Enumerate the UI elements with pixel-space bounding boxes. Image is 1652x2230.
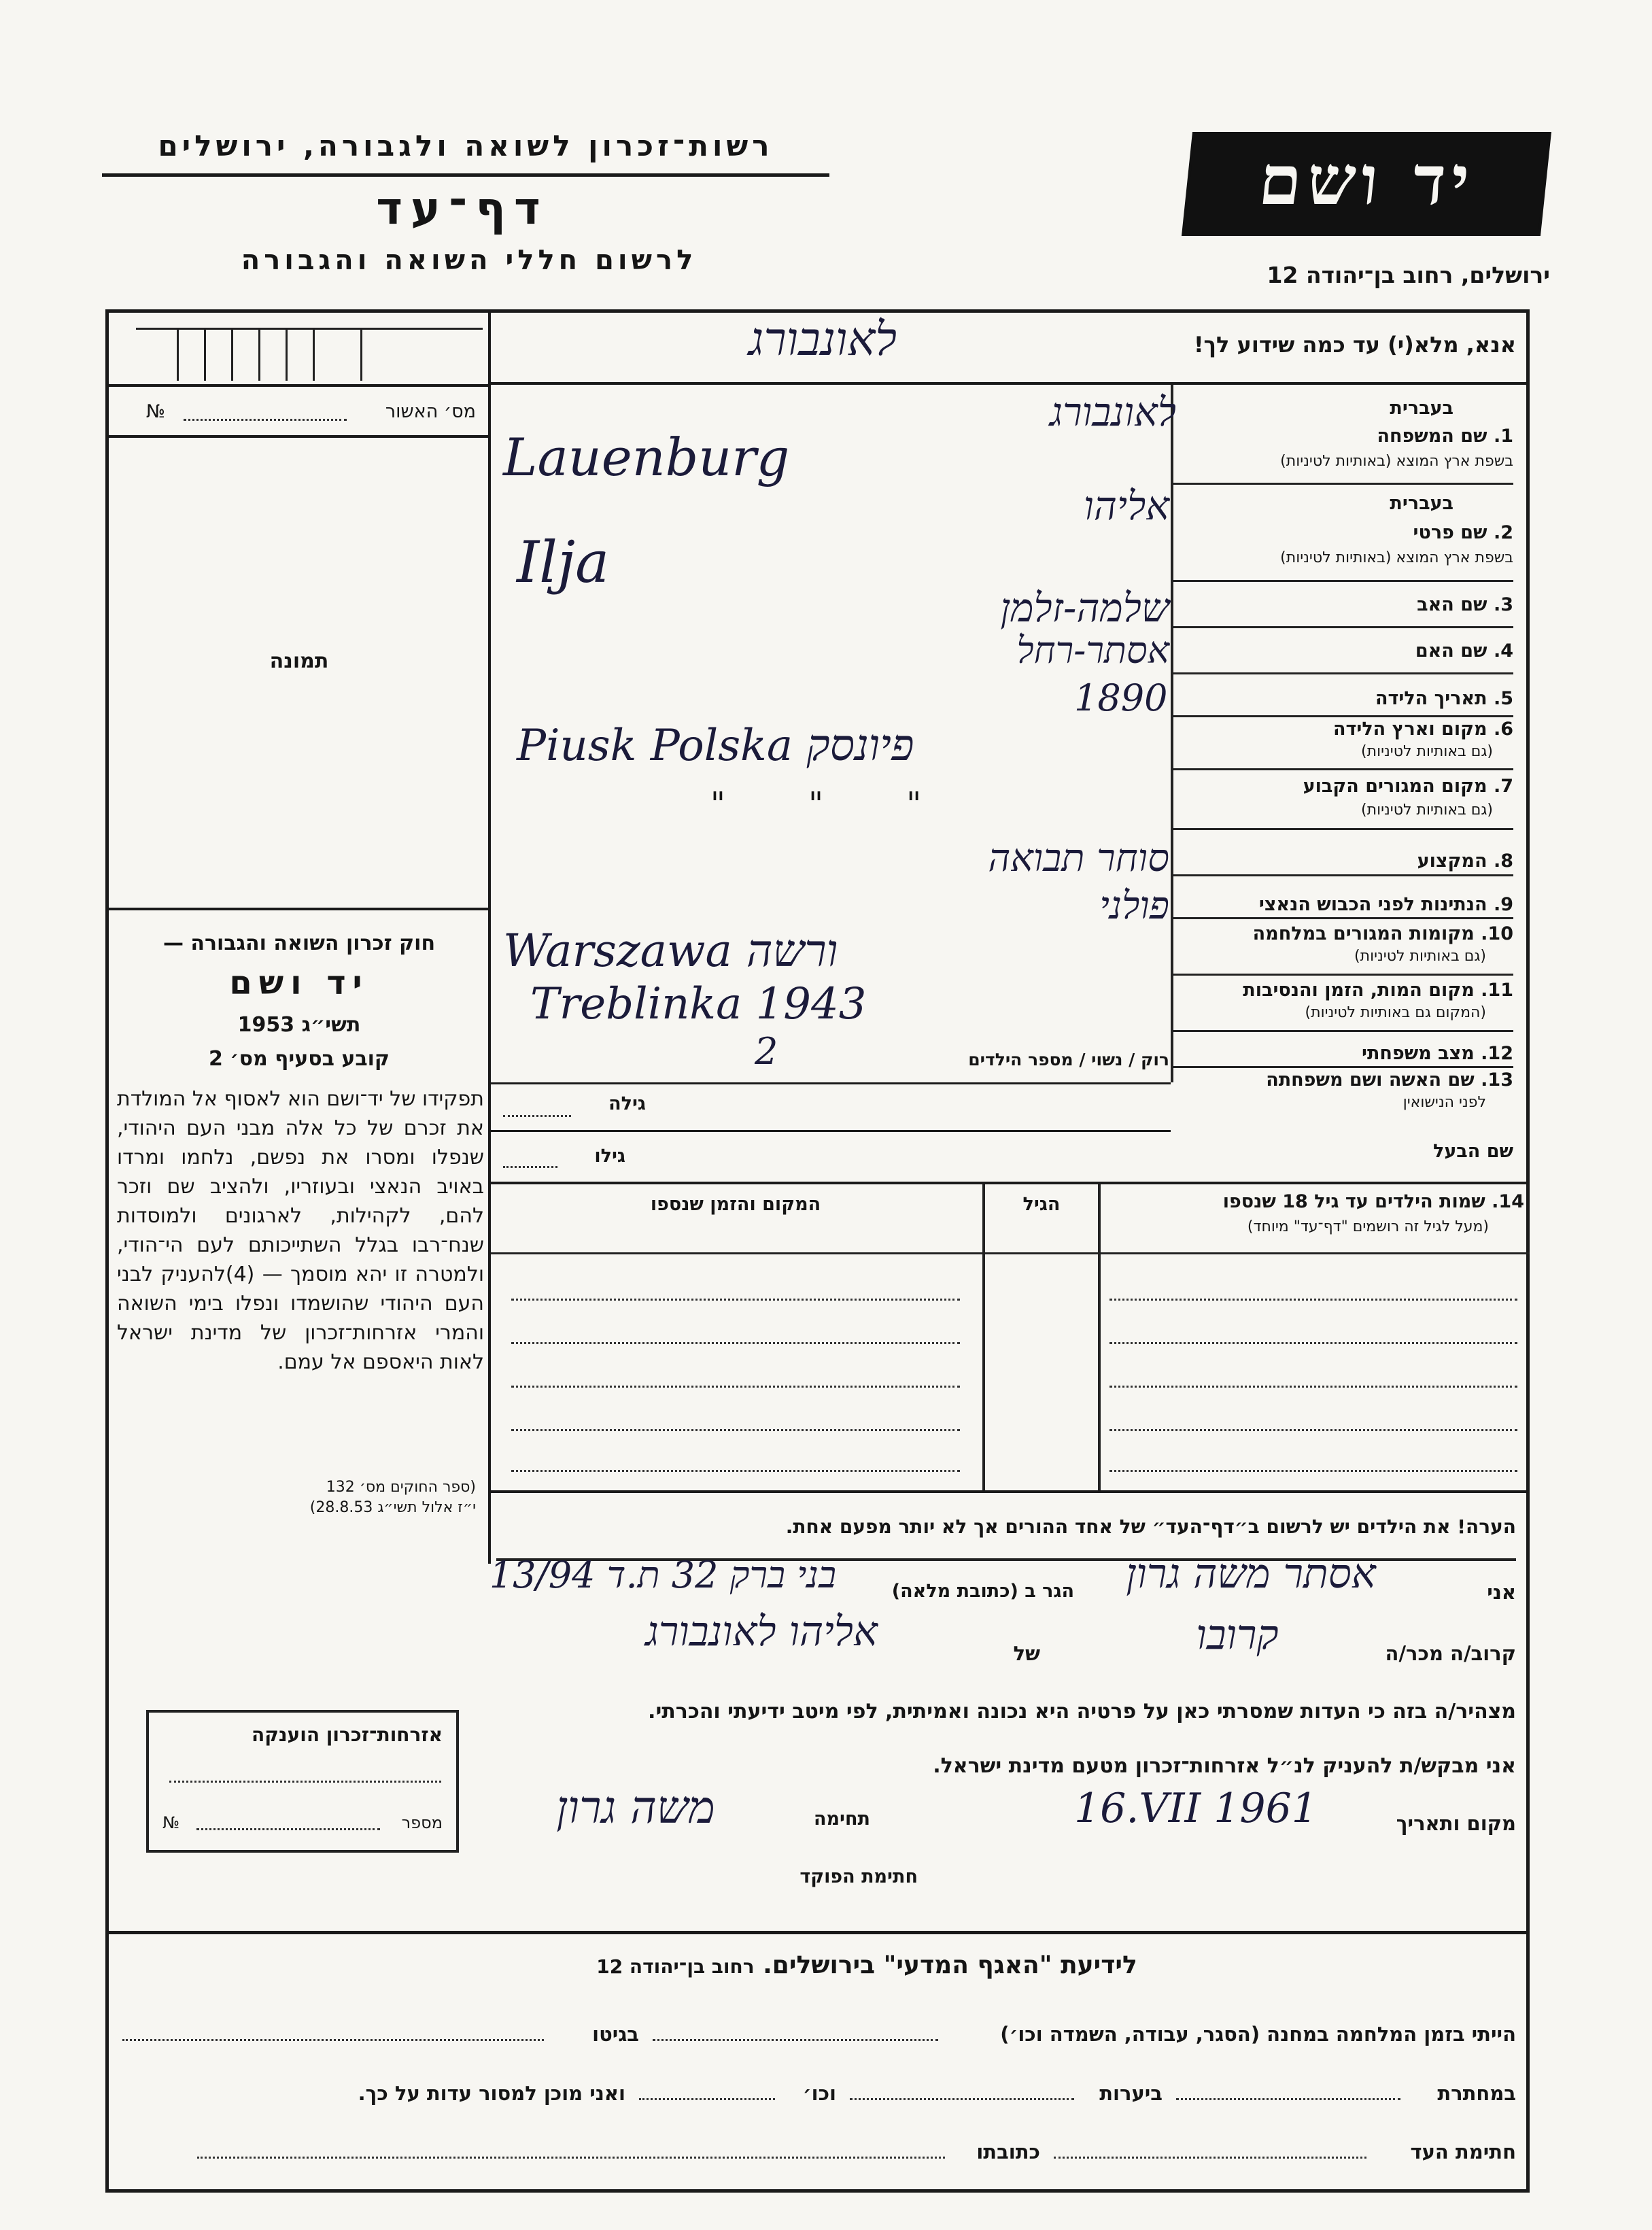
field-6 <box>1173 717 1513 770</box>
birth-place[interactable]: Piusk Polska פיונסק <box>517 721 914 771</box>
firstname-latin[interactable]: Ilja <box>517 529 610 596</box>
relative-label: קרוב/ה מכר/ה <box>1385 1642 1516 1665</box>
footer-camp-field[interactable] <box>653 2039 938 2041</box>
death-place-time[interactable]: Treblinka 1943 <box>530 979 867 1029</box>
field-7 <box>1173 770 1513 830</box>
declarant-resides-label: הגר ב (כתובת מלאה) <box>891 1581 1074 1602</box>
footer-ghetto-label: בגיטו <box>592 2023 639 2046</box>
form-title: דף־עד <box>376 182 549 235</box>
law-body: תפקידו של יד־ושם הוא לאסוף אל המולדת את זכרם של כל אלה מבני העם היהודי, שנפלו ומסרו את נפשם, נלחמו ומרדו באויב הנאצי ובעוזריו, ולהציב שם וזכר להם, לקהילות, לארגונים ולמוסדות שנח־רבו בגלל השתייכותם לעם הי־הודי, ולמטרה זו יהא מוסמך — (4)להעניק לבני העם היהודי שהושמדו ונפלו בימי השואה והמרי אזרחות־זכרון של מדינת ישראל לאות היאספם אל עמם. <box>117 1087 484 1374</box>
footer-line-2 <box>122 2082 1516 2116</box>
children-table <box>491 1184 1530 1490</box>
children-row[interactable] <box>1109 1429 1517 1431</box>
citizenship-granted-box <box>146 1710 459 1853</box>
field-1 <box>1173 388 1513 485</box>
residence-ditto[interactable]: " " " <box>710 785 922 823</box>
children-name-sub: (מעל לגיל זה רושמים "דף־עד" מיוחד) <box>1247 1218 1489 1235</box>
logo-text: יד ושם <box>1255 140 1479 220</box>
field-5 <box>1173 674 1513 717</box>
field-7-sub: (גם באותיות לטיניות) <box>1361 802 1493 819</box>
footer-willing-text: ואני מוכן למסור עדות על כך. <box>358 2082 625 2105</box>
field-10-sub: (גם באותיות לטיניות) <box>1354 948 1486 965</box>
approval-label: מס׳ האשור <box>385 401 476 422</box>
of-label: של <box>1013 1642 1040 1665</box>
children-name-header: 14. שמות הילדים עד גיל 18 שנספו <box>1222 1191 1524 1212</box>
surname-hebrew[interactable]: לאונבורג <box>1049 389 1176 435</box>
footer-rule <box>105 1931 1530 1934</box>
children-count[interactable]: 2 <box>755 1030 778 1073</box>
declarant-name[interactable]: אסתר משה גרון <box>1126 1550 1376 1598</box>
place-date-value[interactable]: 16.VII 1961 <box>1074 1785 1318 1832</box>
form-subtitle: לרשום חללי השואה והגבורה <box>241 245 698 276</box>
field-9-label: 9. הנתינות לפני הכבוש הנאצי <box>1258 894 1513 915</box>
wartime-places[interactable]: Warszawa ורשה <box>503 925 838 977</box>
citizenship[interactable]: פולני <box>1099 884 1169 928</box>
law-year: תשי״ג 1953 <box>237 1013 361 1037</box>
law-ref-1: (ספר החוקים מס׳ 132 <box>326 1479 476 1496</box>
field-1-heb-tag: בעברית <box>1390 398 1453 419</box>
approval-top-rule <box>109 384 489 387</box>
footer-underground-label: במחתרת <box>1437 2082 1516 2105</box>
footer-witness-signature-field[interactable] <box>1054 2157 1366 2159</box>
field-10-label: 10. מקומות המגורים במלחמה <box>1252 923 1513 944</box>
footer-camp-label: הייתי בזמן המלחמה במחנה (הסגר, עבודה, השמדה וכו׳) <box>1000 2023 1516 2046</box>
field-2-sub: בשפת ארץ המוצא (באותיות לטיניות) <box>1280 549 1513 566</box>
husband-label: שם הבעל <box>1432 1141 1513 1162</box>
citizenship-box-title: אזרחות־זכרון הוענקה <box>252 1723 443 1746</box>
field-8-label: 8. המקצוע <box>1417 851 1513 872</box>
field-13-label: 13. שם האשה ושם משפחתה <box>1266 1069 1513 1091</box>
intro-prompt: אנא, מלא(י) עד כמה שידוע לך! <box>1193 332 1516 358</box>
field-1-sub: בשפת ארץ המוצא (באותיות לטיניות) <box>1280 453 1513 470</box>
age-his-field[interactable] <box>503 1166 557 1168</box>
father-name[interactable]: שלמה-זלמן <box>1000 585 1169 631</box>
citizenship-number-label: מספר <box>401 1813 443 1832</box>
address: ירושלים, רחוב בן־יהודה 12 <box>1267 262 1550 288</box>
field-2-heb-tag: בעברית <box>1390 493 1453 514</box>
field-4-label: 4. שם האם <box>1415 640 1513 662</box>
field-13 <box>1173 1068 1513 1121</box>
field-2 <box>1173 485 1513 582</box>
children-row[interactable] <box>1109 1470 1517 1472</box>
approval-number-field[interactable] <box>184 419 347 421</box>
children-age-header: הגיל <box>1022 1194 1061 1215</box>
age-his-label: גילו <box>594 1146 625 1167</box>
age-her-field[interactable] <box>503 1115 571 1117</box>
note-text: הערה! את הילדים יש לרשום ב״דף־העד״ של אחד ההורים אך לא יותר מפעם אחת. <box>496 1493 1516 1561</box>
marital-status-label: רוק / נשוי / מספר הילדים <box>968 1050 1169 1069</box>
field-6-label: 6. מקום וארץ הלידה <box>1332 719 1513 740</box>
registry-boxes <box>136 328 483 384</box>
citizenship-no-sign: № <box>162 1813 179 1832</box>
place-date-label: מקום ותאריך <box>1396 1812 1516 1835</box>
footer-title-text: לידיעת "האגף המדעי" בירושלים. <box>763 1951 1137 1979</box>
law-section: קובע בסעיף מס׳ 2 <box>208 1047 390 1071</box>
request-text: אני מבקש/ת להעניק לנ״ל אזרחות־זכרון מטעם מדינת ישראל. <box>933 1754 1516 1778</box>
field-8 <box>1173 830 1513 876</box>
law-name: יד ושם <box>229 964 369 1002</box>
field-5-label: 5. תאריך הלידה <box>1375 688 1513 709</box>
authority-title: רשות־זכרון לשואה ולגבורה, ירושלים <box>158 129 774 162</box>
top-handwritten-surname: לאונבורג <box>748 313 897 366</box>
field-12-label: 12. מצב משפחתי <box>1362 1043 1513 1064</box>
citizenship-box-line[interactable] <box>169 1781 441 1783</box>
children-row[interactable] <box>1109 1342 1517 1344</box>
of-name[interactable]: אליהו לאונבורג <box>645 1608 878 1656</box>
firstname-hebrew[interactable]: אליהו <box>1084 483 1169 529</box>
relation-value[interactable]: קרובו <box>1196 1611 1279 1659</box>
footer-witness-signature-label: חתימת העד <box>1410 2140 1516 2163</box>
footer-line-3 <box>122 2140 1516 2174</box>
field-11-sub: (המקום גם באותיות לטיניות) <box>1305 1004 1486 1021</box>
field-11 <box>1173 976 1513 1032</box>
field-10 <box>1173 919 1513 976</box>
field-13-sub: לפני הנישואין <box>1403 1094 1486 1111</box>
field-12 <box>1173 1032 1513 1068</box>
field-7-label: 7. מקום המגורים הקבוע <box>1303 776 1513 797</box>
header-rule <box>102 173 829 177</box>
field-husband <box>1173 1135 1513 1169</box>
approval-no-sign: № <box>146 401 166 422</box>
footer-forests-field[interactable] <box>850 2098 1074 2100</box>
law-title: חוק זכרון השואה והגבורה — <box>162 931 436 955</box>
footer-underground-field[interactable] <box>1176 2098 1400 2100</box>
law-ref-2: י״ז אלול תשי״ג 28.8.53) <box>309 1499 476 1516</box>
signature-label: תחימה <box>813 1808 870 1830</box>
field-6-sub: (גם באותיות לטיניות) <box>1361 743 1493 760</box>
footer-line-1 <box>122 2023 1516 2057</box>
mother-name[interactable]: אסתר-רחל <box>1016 629 1169 672</box>
field-11-label: 11. מקום המות, הזמן והנסיבות <box>1243 980 1513 1001</box>
field-4 <box>1173 628 1513 674</box>
field-1-label: 1. שם המשפחה <box>1377 426 1513 447</box>
field-9 <box>1173 876 1513 919</box>
age-his-rule <box>491 1130 1171 1132</box>
children-row[interactable] <box>1109 1299 1517 1301</box>
children-row[interactable] <box>1109 1386 1517 1388</box>
profession[interactable]: סוחר תבואה <box>988 836 1169 880</box>
footer-address: רחוב בן־יהודה 12 <box>596 1955 755 1978</box>
footer-title <box>476 1951 1258 1979</box>
citizenship-number-field[interactable] <box>196 1828 380 1830</box>
footer-address-field[interactable] <box>197 2157 945 2159</box>
footer-forests-label: ביערות <box>1099 2082 1163 2105</box>
signature-value[interactable]: משה גרון <box>556 1781 715 1834</box>
children-place-header: המקום והזמן שנספו <box>650 1194 821 1215</box>
field-3-label: 3. שם האב <box>1417 594 1513 615</box>
footer-etc-field[interactable] <box>639 2098 775 2100</box>
photo-bottom-rule <box>109 908 489 910</box>
approval-bottom-rule <box>109 435 489 438</box>
age-her-rule <box>491 1082 1171 1084</box>
declarant-i-label: אני <box>1487 1581 1516 1604</box>
surname-latin[interactable]: Lauenburg <box>503 427 790 487</box>
field-3 <box>1173 582 1513 628</box>
birth-date[interactable]: 1890 <box>1074 676 1168 719</box>
field-2-label: 2. שם פרטי <box>1413 522 1513 543</box>
declaration-text: מצהיר/ה בזה כי העדות שמסרתי כאן על פרטיה היא נכונה ואמיתית, לפי מיטב ידיעתי והכרתי. <box>648 1700 1516 1723</box>
officer-signature-label: חתימת הפוקד <box>799 1866 918 1887</box>
footer-address-label: כתובתו <box>976 2140 1040 2163</box>
footer-etc-label: וכו׳ <box>802 2082 836 2105</box>
footer-ghetto-field[interactable] <box>122 2039 544 2041</box>
age-her-label: גילה <box>608 1093 646 1114</box>
yad-vashem-logo <box>1184 135 1548 233</box>
declarant-address[interactable]: בני ברק 32 ת.ד 13/94 <box>489 1554 836 1596</box>
photo-label: תמונה <box>269 649 329 673</box>
